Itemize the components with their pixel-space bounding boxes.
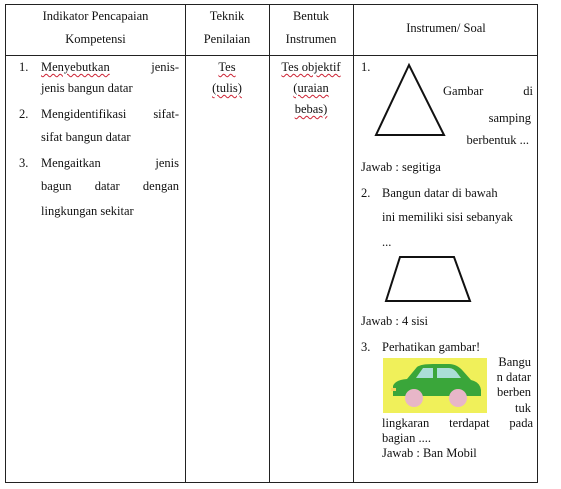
indikator-line xyxy=(41,156,179,171)
indikator-line: lingkungan sekitar xyxy=(41,204,134,218)
q2-answer: Jawab : 4 sisi xyxy=(361,314,429,328)
q2-number: 2. xyxy=(361,186,371,200)
q2-line1: Bangun datar di bawah xyxy=(382,186,498,200)
q3-word: berben xyxy=(496,385,531,399)
q3-number: 3. xyxy=(361,340,371,354)
header-indikator-line1: Indikator Pencapaian xyxy=(42,9,149,23)
indikator-word: sifat- xyxy=(153,107,179,121)
teknik-cell xyxy=(185,60,269,96)
q1-word: Gambar xyxy=(443,84,484,98)
q2-line3: ... xyxy=(382,235,392,249)
bentuk-line1: Tes objektif xyxy=(281,60,341,74)
q3-answer: Jawab : Ban Mobil xyxy=(382,446,477,460)
q3-word: pada xyxy=(509,416,533,430)
q1-answer: Jawab : segitiga xyxy=(361,160,441,174)
header-divider xyxy=(6,55,537,56)
q3-line xyxy=(382,416,533,431)
indikator-word: Mengidentifikasi xyxy=(41,107,127,121)
bentuk-line2: (uraian xyxy=(293,81,329,95)
indikator-line: jenis bangun datar xyxy=(41,81,133,95)
header-teknik-line2: Penilaian xyxy=(203,32,251,46)
q1-word: berbentuk ... xyxy=(466,133,529,147)
indikator-number: 1. xyxy=(19,60,29,74)
indikator-line xyxy=(41,107,179,122)
header-bentuk-line2: Instrumen xyxy=(285,32,337,46)
indikator-word: jenis- xyxy=(151,60,179,74)
q3-line: bagian .... xyxy=(382,431,431,445)
indikator-number: 2. xyxy=(19,107,29,121)
trapezoid-figure xyxy=(384,255,474,305)
header-instrumen: Instrumen/ Soal xyxy=(406,21,486,35)
q3-title: Perhatikan gambar! xyxy=(382,340,481,354)
q3-word: terdapat xyxy=(449,416,490,430)
indikator-line xyxy=(41,60,179,75)
q1-word: di xyxy=(523,84,533,98)
column-divider xyxy=(353,5,354,482)
indikator-word: Menyebutkan xyxy=(41,60,110,74)
header-bentuk xyxy=(269,9,353,47)
q1-line xyxy=(443,84,533,99)
header-teknik-line1: Teknik xyxy=(209,9,245,23)
q3-word: Bangu xyxy=(498,355,531,369)
bentuk-line3: bebas) xyxy=(294,102,328,116)
indikator-number: 3. xyxy=(19,156,29,170)
header-teknik xyxy=(185,9,269,47)
car-image xyxy=(383,358,487,413)
indikator-word: datar xyxy=(94,179,120,193)
indikator-word: dengan xyxy=(142,179,179,193)
teknik-line1: Tes xyxy=(218,60,236,74)
q2-line2: ini memiliki sisi sebanyak xyxy=(382,210,513,224)
bentuk-cell xyxy=(269,60,353,117)
q1-word: samping xyxy=(488,111,531,125)
teknik-line2: (tulis) xyxy=(212,81,242,95)
competency-table xyxy=(5,4,538,483)
header-indikator-line2: Kompetensi xyxy=(65,32,126,46)
triangle-figure xyxy=(374,63,448,139)
q3-word: n datar xyxy=(496,370,531,384)
q3-word: tuk xyxy=(515,401,531,415)
q1-number: 1. xyxy=(361,60,371,74)
indikator-line xyxy=(41,179,179,194)
header-bentuk-line1: Bentuk xyxy=(292,9,330,23)
indikator-word: Mengaitkan xyxy=(41,156,101,170)
q3-word: lingkaran xyxy=(382,416,430,430)
indikator-line: sifat bangun datar xyxy=(41,130,131,144)
header-indikator xyxy=(6,9,185,47)
indikator-word: jenis xyxy=(155,156,179,170)
indikator-word: bagun xyxy=(41,179,72,193)
